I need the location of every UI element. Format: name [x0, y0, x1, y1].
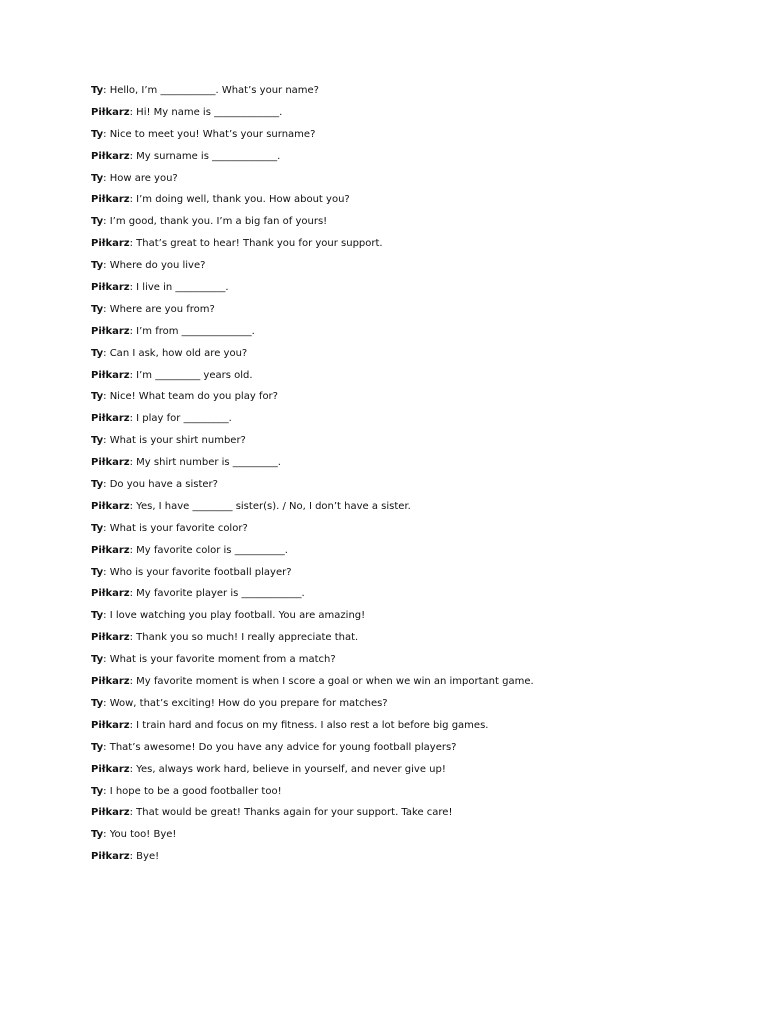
line-text: : I play for _________.: [129, 413, 232, 425]
speaker-name: Piłkarz: [91, 807, 130, 819]
speaker-name: Piłkarz: [91, 588, 130, 600]
line-text: : Where do you live?: [103, 260, 206, 272]
line-text: : I’m _________ years old.: [129, 369, 253, 381]
dialogue-line: [91, 193, 731, 206]
speaker-name: Ty: [91, 566, 104, 578]
speaker-name: Piłkarz: [91, 369, 130, 381]
speaker-name: Ty: [91, 85, 104, 96]
line-text: : My favorite player is ____________.: [129, 588, 305, 600]
speaker-name: Piłkarz: [91, 150, 130, 162]
line-text: : I’m doing well, thank you. How about you?: [129, 194, 350, 206]
dialogue-line: [91, 303, 731, 316]
speaker-name: Piłkarz: [91, 632, 130, 644]
speaker-name: Ty: [91, 829, 104, 841]
speaker-name: Piłkarz: [91, 194, 130, 206]
speaker-name: Ty: [91, 260, 104, 272]
dialogue-line: [91, 566, 731, 579]
dialogue-line: [91, 653, 731, 666]
dialogue-line: [91, 84, 731, 97]
dialogue-line: [91, 609, 731, 622]
dialogue-line: [91, 675, 731, 688]
line-text: : What is your favorite color?: [103, 522, 248, 534]
dialogue-line: [91, 259, 731, 272]
dialogue-line: [91, 150, 731, 163]
line-text: : Hi! My name is _____________.: [129, 106, 283, 118]
dialogue-line: [91, 785, 731, 798]
speaker-name: Ty: [91, 216, 104, 228]
speaker-name: Ty: [91, 303, 104, 315]
dialogue-line: [91, 281, 731, 294]
line-text: : You too! Bye!: [103, 829, 177, 841]
dialogue-line: [91, 434, 731, 447]
dialogue-line: [91, 763, 731, 776]
dialogue-line: [91, 828, 731, 841]
speaker-name: Ty: [91, 522, 104, 534]
speaker-name: Ty: [91, 435, 104, 447]
line-text: : What is your favorite moment from a match?: [103, 654, 336, 666]
dialogue-line: [91, 806, 731, 819]
dialogue-line: [91, 719, 731, 732]
dialogue-line: [91, 587, 731, 600]
speaker-name: Piłkarz: [91, 325, 130, 337]
speaker-name: Ty: [91, 654, 104, 666]
speaker-name: Piłkarz: [91, 282, 130, 294]
dialogue-line: [91, 850, 731, 863]
line-text: : Who is your favorite football player?: [103, 566, 292, 578]
line-text: : Wow, that’s exciting! How do you prepare for matches?: [103, 697, 388, 709]
line-text: : I train hard and focus on my fitness. I also rest a lot before big games.: [129, 719, 489, 731]
speaker-name: Ty: [91, 128, 104, 140]
line-text: : My favorite color is __________.: [129, 544, 288, 556]
line-text: : Hello, I’m ___________. What’s your name?: [103, 85, 319, 96]
speaker-name: Piłkarz: [91, 500, 130, 512]
dialogue-line: [91, 215, 731, 228]
speaker-name: Piłkarz: [91, 676, 130, 688]
line-text: : I’m from ______________.: [129, 325, 255, 337]
speaker-name: Piłkarz: [91, 457, 130, 469]
dialogue-line: [91, 412, 731, 425]
speaker-name: Ty: [91, 391, 104, 403]
dialogue-line: [91, 631, 731, 644]
line-text: : That’s awesome! Do you have any advice for young football players?: [103, 741, 457, 753]
speaker-name: Piłkarz: [91, 544, 130, 556]
dialogue-line: [91, 369, 731, 382]
speaker-name: Piłkarz: [91, 106, 130, 118]
line-text: : I hope to be a good footballer too!: [103, 785, 282, 797]
line-text: : My shirt number is _________.: [129, 457, 281, 469]
speaker-name: Piłkarz: [91, 851, 130, 863]
line-text: : Thank you so much! I really appreciate that.: [129, 632, 359, 644]
dialogue-line: [91, 500, 731, 513]
speaker-name: Piłkarz: [91, 413, 130, 425]
speaker-name: Ty: [91, 347, 104, 359]
line-text: : Yes, I have ________ sister(s). / No, I don’t have a sister.: [129, 500, 411, 512]
dialogue-line: [91, 544, 731, 557]
speaker-name: Ty: [91, 785, 104, 797]
line-text: : That’s great to hear! Thank you for your support.: [129, 238, 383, 250]
dialogue-line: [91, 697, 731, 710]
dialogue-line: [91, 106, 731, 119]
line-text: : What is your shirt number?: [103, 435, 246, 447]
line-text: : How are you?: [103, 172, 178, 184]
dialogue-page: [91, 84, 731, 872]
line-text: : Where are you from?: [103, 303, 215, 315]
dialogue-line: [91, 390, 731, 403]
line-text: : Bye!: [129, 851, 160, 863]
speaker-name: Ty: [91, 610, 104, 622]
dialogue-line: [91, 237, 731, 250]
speaker-name: Piłkarz: [91, 763, 130, 775]
line-text: : Do you have a sister?: [103, 479, 218, 491]
line-text: : My favorite moment is when I score a goal or when we win an important game.: [129, 676, 534, 688]
speaker-name: Ty: [91, 741, 104, 753]
dialogue-line: [91, 456, 731, 469]
speaker-name: Piłkarz: [91, 719, 130, 731]
dialogue-line: [91, 522, 731, 535]
speaker-name: Ty: [91, 172, 104, 184]
speaker-name: Ty: [91, 479, 104, 491]
speaker-name: Piłkarz: [91, 238, 130, 250]
line-text: : I’m good, thank you. I’m a big fan of yours!: [103, 216, 328, 228]
line-text: : Yes, always work hard, believe in yourself, and never give up!: [129, 763, 446, 775]
dialogue-line: [91, 741, 731, 754]
dialogue-line: [91, 325, 731, 338]
line-text: : I live in __________.: [129, 282, 229, 294]
line-text: : That would be great! Thanks again for your support. Take care!: [129, 807, 453, 819]
dialogue-line: [91, 347, 731, 360]
line-text: : My surname is _____________.: [129, 150, 281, 162]
speaker-name: Ty: [91, 697, 104, 709]
line-text: : Can I ask, how old are you?: [103, 347, 248, 359]
dialogue-line: [91, 478, 731, 491]
line-text: : I love watching you play football. You are amazing!: [103, 610, 366, 622]
dialogue-line: [91, 128, 731, 141]
dialogue-line: [91, 172, 731, 185]
line-text: : Nice! What team do you play for?: [103, 391, 278, 403]
line-text: : Nice to meet you! What’s your surname?: [103, 128, 316, 140]
